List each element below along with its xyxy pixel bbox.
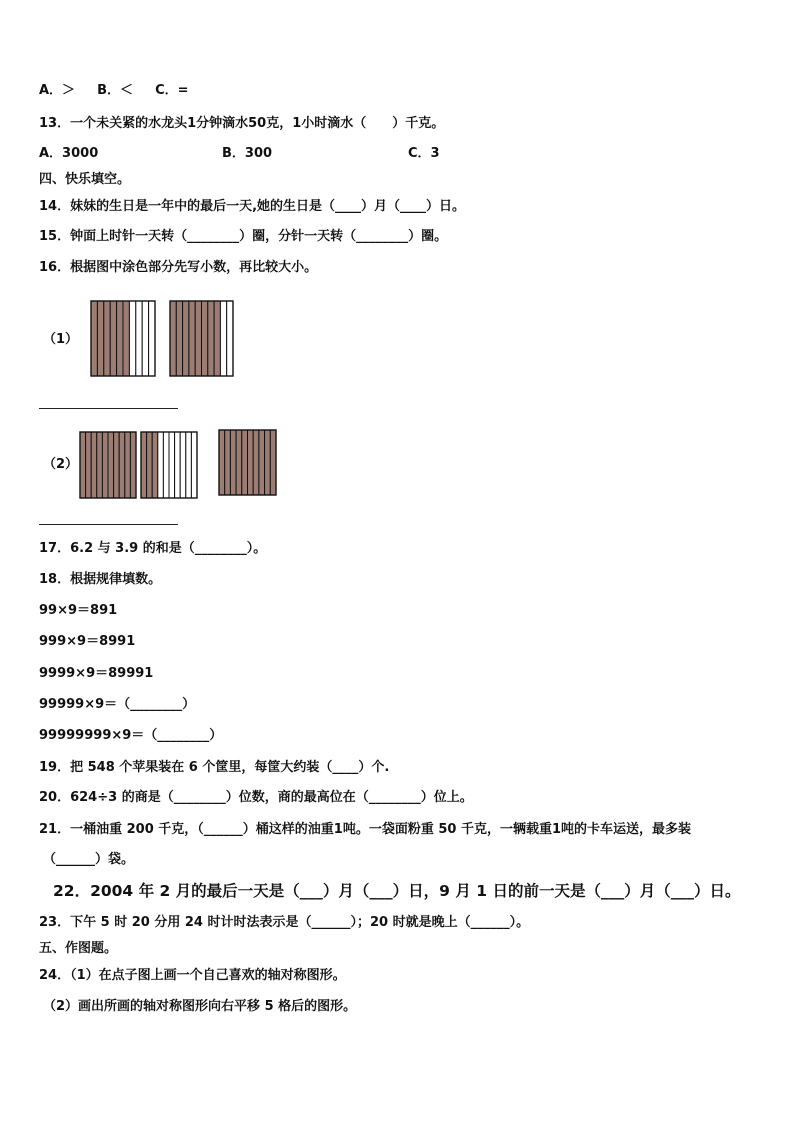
shaded-strip <box>91 301 97 376</box>
shaded-strip <box>176 301 182 376</box>
blank-strip <box>191 432 197 498</box>
blank-strip <box>169 432 175 498</box>
shaded-strip <box>91 432 97 498</box>
shaded-strip <box>108 432 114 498</box>
figure-2-label: （2） <box>43 457 79 472</box>
question-23: 23．下午 5 时 20 分用 24 时计时法表示是（______）；20 时就是晚上（______）。 <box>39 915 530 930</box>
question-18: 18．根据规律填数。 <box>39 572 162 587</box>
shaded-strip <box>259 430 265 495</box>
options-line-12: A．＞ B．＜ C．= <box>39 83 189 98</box>
pattern-row-5: 99999999×9＝（________） <box>39 728 223 743</box>
shaded-strip <box>195 301 201 376</box>
shaded-strip <box>202 301 208 376</box>
question-20: 20．624÷3 的商是（________）位数，商的最高位在（________）位上。 <box>39 790 473 805</box>
shaded-strip <box>189 301 195 376</box>
question-15: 15．钟面上时针一天转（________）圈，分针一天转（________）圈。 <box>39 229 448 244</box>
blank-strip <box>220 301 226 376</box>
shaded-strip <box>104 301 110 376</box>
blank-strip <box>186 432 192 498</box>
shaded-strip <box>236 430 242 495</box>
shaded-strip <box>114 432 120 498</box>
shaded-strip <box>208 301 214 376</box>
answer-line-1 <box>39 408 178 409</box>
pattern-row-2: 999×9＝8991 <box>39 634 136 649</box>
pattern-row-3: 9999×9＝89991 <box>39 666 154 681</box>
shaded-strip <box>125 432 131 498</box>
blank-strip <box>180 432 186 498</box>
blank-strip <box>163 432 169 498</box>
blank-strip <box>158 432 164 498</box>
shaded-strip <box>80 432 86 498</box>
figure-1-label: （1） <box>43 332 79 347</box>
shaded-strip <box>230 430 236 495</box>
question-16: 16．根据图中涂色部分先写小数，再比较大小。 <box>39 260 318 275</box>
option-13-b: B．300 <box>222 146 273 161</box>
shaded-strip <box>97 301 103 376</box>
question-21: 21．一桶油重 200 千克，（______）桶这样的油重1吨。一袋面粉重 50 千克，一辆载重1吨的卡车运送，最多装 <box>39 822 692 837</box>
option-13-a: A．3000 <box>39 146 99 161</box>
shaded-strip <box>119 432 125 498</box>
option-13-c: C．3 <box>408 146 440 161</box>
shaded-strip <box>170 301 176 376</box>
question-17: 17．6.2 与 3.9 的和是（________）。 <box>39 541 267 556</box>
question-24-part-2: （2）画出所画的轴对称图形向右平移 5 格后的图形。 <box>43 999 357 1014</box>
shaded-strip <box>123 301 129 376</box>
question-13: 13．一个未关紧的水龙头1分钟滴水50克，1小时滴水（ ）千克。 <box>39 116 445 131</box>
question-21-cont: （______）袋。 <box>43 852 135 867</box>
shaded-strip <box>117 301 123 376</box>
shaded-strip <box>147 432 153 498</box>
figure-2 <box>80 430 276 498</box>
question-22: 22．2004 年 2 月的最后一天是（___）月（___）日，9 月 1 日的前一天是（___）月（___）日。 <box>53 882 741 900</box>
shaded-strip <box>219 430 225 495</box>
shaded-strip <box>253 430 259 495</box>
shaded-strip <box>265 430 271 495</box>
shaded-strip <box>110 301 116 376</box>
shaded-strip <box>183 301 189 376</box>
section-5-heading: 五、作图题。 <box>39 941 118 956</box>
shaded-strip <box>130 432 136 498</box>
shaded-strip <box>152 432 158 498</box>
question-14: 14．妹妹的生日是一年中的最后一天,她的生日是（____）月（____）日。 <box>39 199 466 214</box>
blank-strip <box>175 432 181 498</box>
blank-strip <box>227 301 233 376</box>
question-24-part-1: 24．（1）在点子图上画一个自己喜欢的轴对称图形。 <box>39 968 346 983</box>
shaded-strip <box>102 432 108 498</box>
shaded-strip <box>270 430 276 495</box>
shaded-strip <box>86 432 92 498</box>
pattern-row-4: 99999×9＝（________） <box>39 697 196 712</box>
blank-strip <box>136 301 142 376</box>
shaded-strip <box>141 432 147 498</box>
shaded-strip <box>214 301 220 376</box>
section-4-heading: 四、快乐填空。 <box>39 172 131 187</box>
shaded-strip <box>248 430 254 495</box>
figure-1 <box>91 301 233 376</box>
question-19: 19．把 548 个苹果装在 6 个筐里，每筐大约装（____）个. <box>39 760 390 775</box>
blank-strip <box>149 301 155 376</box>
blank-strip <box>142 301 148 376</box>
shaded-strip <box>97 432 103 498</box>
pattern-row-1: 99×9＝891 <box>39 603 118 618</box>
shaded-strip <box>242 430 248 495</box>
answer-line-2 <box>39 524 178 525</box>
blank-strip <box>129 301 135 376</box>
shaded-strip <box>225 430 231 495</box>
